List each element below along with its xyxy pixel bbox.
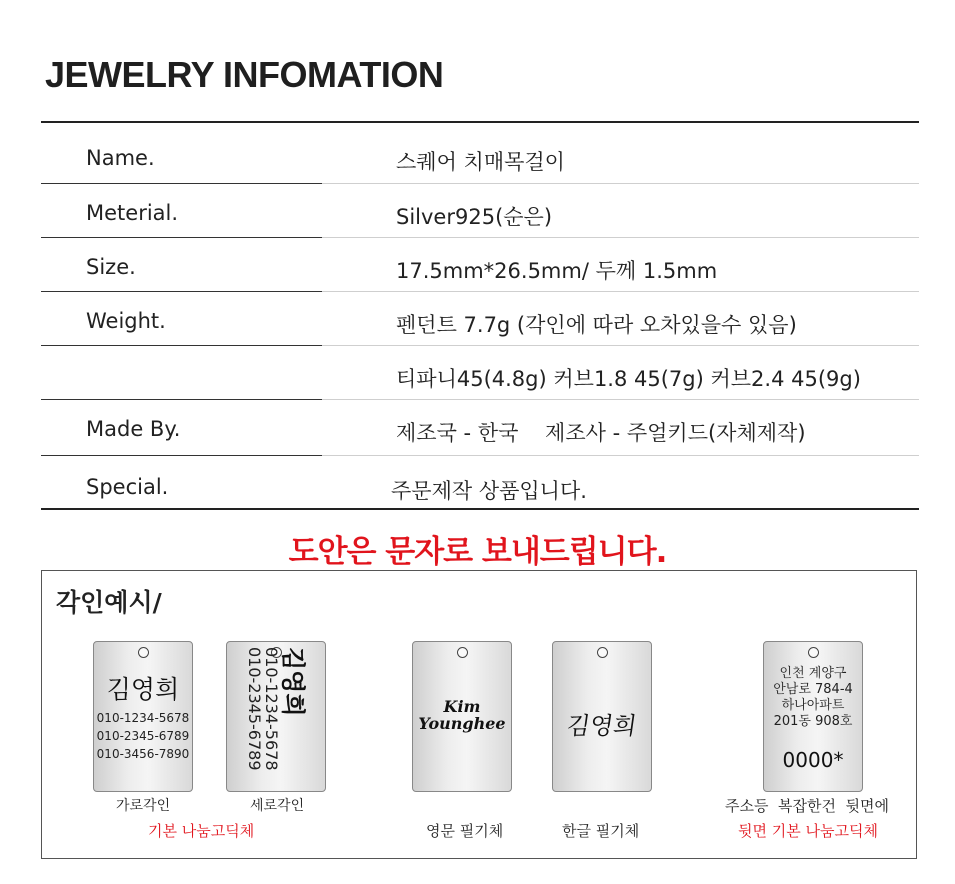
info-bottom-rule (41, 508, 919, 510)
back-address (764, 666, 862, 730)
caption-english-script: 영문 필기체 (426, 822, 504, 840)
info-value: Silver925(순은) (396, 205, 553, 229)
caption-vertical: 세로각인 (250, 798, 305, 814)
info-value: 티파니45(4.8g) 커브1.8 45(7g) 커브2.4 45(9g) (396, 367, 861, 391)
info-label: Made By. (86, 417, 181, 441)
tag-hole (808, 647, 819, 658)
tag-korean-script (552, 641, 652, 792)
info-row-special (41, 456, 919, 508)
tag-name: 김영희 (106, 675, 180, 704)
tag-hole (138, 647, 149, 658)
tag-name: 김영희 (279, 646, 307, 717)
english-script-text (413, 698, 511, 732)
engraving-example-box (41, 570, 917, 859)
address-line: 안남로 784-4 (773, 682, 853, 697)
caption-korean-script: 한글 필기체 (562, 822, 640, 840)
caption-back-font: 뒷면 기본 나눔고딕체 (738, 822, 878, 840)
address-line: 인천 계양구 (779, 666, 847, 681)
vertical-engraving (246, 647, 306, 787)
tag-phone: 010-1234-5678 (96, 711, 190, 725)
info-label: Size. (86, 255, 136, 279)
tag-phone: 010-1234-5678 (262, 646, 281, 771)
tag-back-side (763, 641, 863, 792)
info-value: 스퀘어 치매목걸이 (396, 150, 565, 174)
info-row-weight-chains (41, 346, 919, 400)
info-row-name (41, 123, 919, 184)
info-row-size (41, 238, 919, 292)
info-value: 펜던트 7.7g (각인에 따라 오차있을수 있음) (396, 313, 797, 337)
english-script-line1: Kim (443, 697, 481, 716)
korean-script-text: 김영희 (564, 712, 639, 740)
info-value: 17.5mm*26.5mm/ 두께 1.5mm (396, 259, 718, 283)
info-row-made-by (41, 400, 919, 456)
info-row-material (41, 184, 919, 238)
info-value: 제조국 - 한국 제조사 - 주얼키드(자체제작) (396, 421, 806, 445)
caption-horizontal: 가로각인 (116, 798, 171, 814)
address-line: 201동 908호 (773, 714, 853, 729)
info-value: 주문제작 상품입니다. (391, 479, 587, 503)
info-label: Name. (86, 146, 155, 170)
info-label: Special. (86, 475, 169, 499)
jewelry-info-title: JEWELRY INFOMATION (45, 54, 444, 95)
caption-back-side: 주소등 복잡한건 뒷면에 (725, 797, 889, 815)
caption-basic-font: 기본 나눔고딕체 (148, 822, 255, 840)
info-label: Meterial. (86, 201, 179, 225)
english-script-line2: Younghee (418, 714, 506, 733)
tag-phone: 010-2345-6789 (96, 729, 190, 743)
tag-phone: 010-3456-7890 (96, 747, 190, 761)
tag-hole (457, 647, 468, 658)
back-code: 0000* (782, 748, 844, 772)
tag-horizontal (93, 641, 193, 792)
address-line: 하나아파트 (781, 698, 845, 713)
tag-english-script (412, 641, 512, 792)
notice-text: 도안은 문자로 보내드립니다. (288, 534, 667, 570)
tag-vertical (226, 641, 326, 792)
info-label: Weight. (86, 309, 166, 333)
tag-hole (597, 647, 608, 658)
info-row-weight (41, 292, 919, 346)
tag-phone: 010-2345-6789 (245, 646, 264, 771)
engraving-example-title: 각인예시/ (56, 588, 162, 617)
